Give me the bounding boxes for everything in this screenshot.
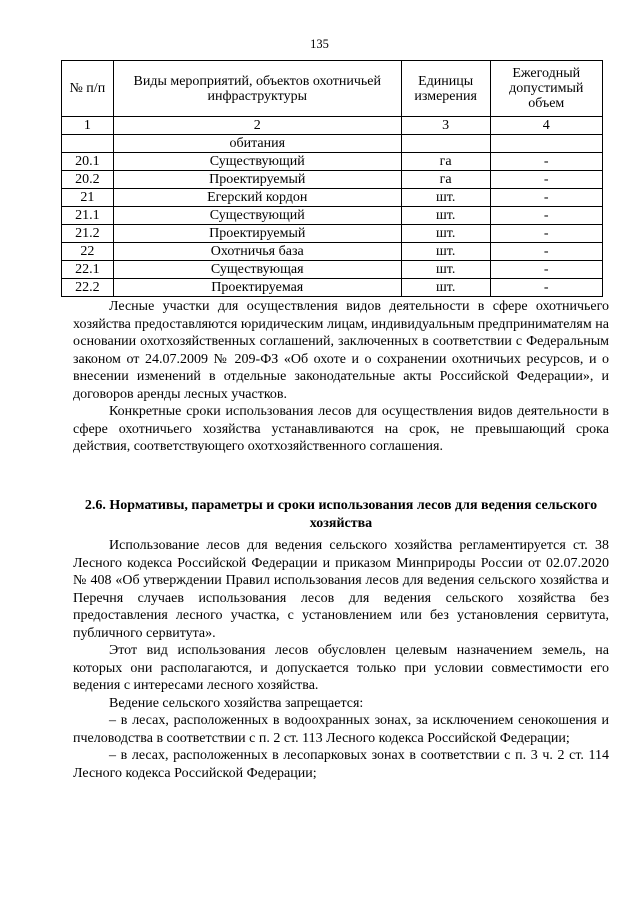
table-cell: га xyxy=(401,171,490,189)
index-cell: 3 xyxy=(401,117,490,135)
index-cell: 2 xyxy=(113,117,401,135)
table-cell: 22.1 xyxy=(62,261,114,279)
table-cell: шт. xyxy=(401,225,490,243)
table-cell: шт. xyxy=(401,261,490,279)
table-cell: 22.2 xyxy=(62,279,114,297)
table-cell: Проектируемый xyxy=(113,171,401,189)
table-cell: Охотничья база xyxy=(113,243,401,261)
table-cell: Егерский кордон xyxy=(113,189,401,207)
paragraph: Конкретные сроки использования лесов для осуществления видов деятельности в сфере охотничьего хозяйства устанавливаются на срок, не превышающий срока действия, соответствующего охотхозяйственного соглашения. xyxy=(73,404,609,454)
paragraph: Использование лесов для ведения сельского хозяйства регламентируется ст. 38 Лесного кодекса Российской Федерации и приказом Минприроды России от 02.07.2020 № 408 «Об утверждении Правил использования лесов для ведения сельского хозяйства и Перечня случаев использования лесов для ведения сельского хозяйства без предоставления лесного участка, с установлением или без установления сервитута, публичного сервитута». xyxy=(73,538,609,641)
header-activity-type: Виды мероприятий, объектов охотничьей инфраструктуры xyxy=(113,61,401,117)
table-cell: - xyxy=(490,189,603,207)
activities-table xyxy=(61,60,603,297)
table-index-row xyxy=(62,117,603,135)
table-cell: Существующий xyxy=(113,153,401,171)
table-row xyxy=(62,135,603,153)
table-cell: 21 xyxy=(62,189,114,207)
table-cell xyxy=(401,135,490,153)
table-cell: Существующий xyxy=(113,207,401,225)
table-header-row xyxy=(62,61,603,117)
table-cell: шт. xyxy=(401,189,490,207)
table-row xyxy=(62,207,603,225)
table-cell: - xyxy=(490,225,603,243)
table-cell: 22 xyxy=(62,243,114,261)
paragraph: Ведение сельского хозяйства запрещается: xyxy=(109,695,364,711)
table-cell: обитания xyxy=(113,135,401,153)
table-cell: Проектируемая xyxy=(113,279,401,297)
paragraph: Лесные участки для осуществления видов деятельности в сфере охотничьего хозяйства предоставляются юридическим лицам, индивидуальным предпринимателям на основании охотхозяйственных соглашений, заключенных в соответствии с Федеральным законом от 24.07.2009 № 209-ФЗ «Об охоте и о сохранении охотничьих ресурсов, и о внесении изменений в отдельные законодательные акты Российской Федерации», и договоров аренды лесных участков. xyxy=(73,299,609,402)
page-number: 135 xyxy=(310,37,329,51)
table-cell: 20.2 xyxy=(62,171,114,189)
table-cell: шт. xyxy=(401,243,490,261)
list-item: – в лесах, расположенных в лесопарковых зонах в соответствии с п. 3 ч. 2 ст. 114 Лесного кодекса Российской Федерации; xyxy=(73,748,609,781)
agriculture-section xyxy=(73,537,609,782)
table-row xyxy=(62,243,603,261)
table-cell: шт. xyxy=(401,207,490,225)
table-row xyxy=(62,171,603,189)
table-cell xyxy=(62,135,114,153)
table-row xyxy=(62,225,603,243)
table-cell: - xyxy=(490,153,603,171)
table-cell: - xyxy=(490,243,603,261)
table-cell: - xyxy=(490,279,603,297)
section-heading: 2.6. Нормативы, параметры и сроки использования лесов для ведения сельского хозяйства xyxy=(84,498,598,531)
table-row xyxy=(62,153,603,171)
header-number: № п/п xyxy=(62,61,114,117)
paragraph: Этот вид использования лесов обусловлен целевым назначением земель, на которых они располагаются, и допускается только при условии совместимости его ведения с интересами лесного хозяйства. xyxy=(73,643,609,693)
index-cell: 4 xyxy=(490,117,603,135)
header-annual-volume: Ежегодный допустимый объем xyxy=(490,61,603,117)
table-row xyxy=(62,279,603,297)
header-units: Единицы измерения xyxy=(401,61,490,117)
table-cell: га xyxy=(401,153,490,171)
table-cell: Проектируемый xyxy=(113,225,401,243)
index-cell: 1 xyxy=(62,117,114,135)
table-cell: - xyxy=(490,261,603,279)
table-cell: Существующая xyxy=(113,261,401,279)
table-row xyxy=(62,261,603,279)
table-cell: - xyxy=(490,171,603,189)
table-cell: - xyxy=(490,207,603,225)
table-cell xyxy=(490,135,603,153)
list-item: – в лесах, расположенных в водоохранных зонах, за исключением сенокошения и пчеловодства в соответствии с п. 2 ст. 113 Лесного кодекса Российской Федерации; xyxy=(73,713,609,746)
table-row xyxy=(62,189,603,207)
forest-hunting-section xyxy=(73,298,609,456)
table-cell: 21.2 xyxy=(62,225,114,243)
table-cell: шт. xyxy=(401,279,490,297)
table-cell: 21.1 xyxy=(62,207,114,225)
table-cell: 20.1 xyxy=(62,153,114,171)
